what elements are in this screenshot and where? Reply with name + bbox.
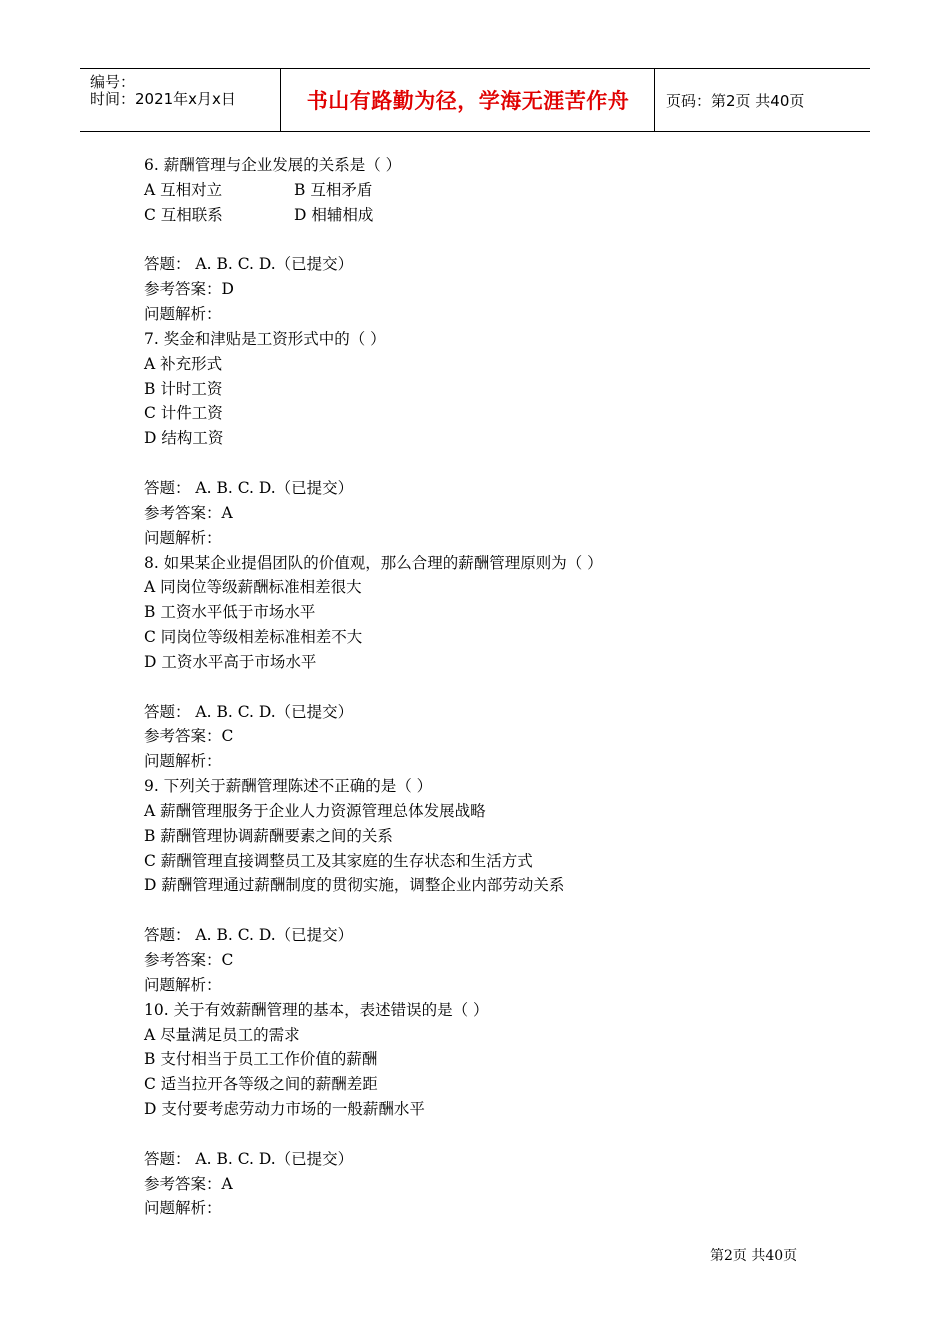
question-7 <box>144 327 864 551</box>
option-a: A 同岗位等级薪酬标准相差很大 <box>144 578 362 597</box>
reference-answer: 参考答案：C <box>144 727 234 746</box>
question-stem: 10. 关于有效薪酬管理的基本，表述错误的是（ ） <box>144 1000 489 1019</box>
time-label: 时间：2021年x月x日 <box>90 90 236 108</box>
option-a: A 尽量满足员工的需求 <box>144 1025 300 1044</box>
option-c: C 计件工资 <box>144 404 223 423</box>
header-divider <box>280 69 281 131</box>
analysis-label: 问题解析： <box>144 305 222 324</box>
option-a: A 薪酬管理服务于企业人力资源管理总体发展战略 <box>144 801 486 820</box>
question-8 <box>144 551 864 775</box>
header-meta <box>80 69 280 131</box>
option-d: D 薪酬管理通过薪酬制度的贯彻实施，调整企业内部劳动关系 <box>144 876 565 895</box>
serial-label: 编号： <box>90 73 136 91</box>
option-c: C 同岗位等级相差标准相差不大 <box>144 628 363 647</box>
option-c: C 适当拉开各等级之间的薪酬差距 <box>144 1075 378 1094</box>
question-stem: 7. 奖金和津贴是工资形式中的（ ） <box>144 329 386 348</box>
option-d: D 工资水平高于市场水平 <box>144 652 317 671</box>
answer-line: 答题： A. B. C. D.（已提交） <box>144 1149 354 1168</box>
option-c: C 互相联系 <box>144 205 223 224</box>
question-stem: 9. 下列关于薪酬管理陈述不正确的是（ ） <box>144 777 433 796</box>
option-b: B 计时工资 <box>144 379 223 398</box>
header-page-number: 页码：第2页 共40页 <box>666 91 805 110</box>
option-b: B 支付相当于员工工作价值的薪酬 <box>144 1050 378 1069</box>
question-10 <box>144 998 864 1222</box>
answer-line: 答题： A. B. C. D.（已提交） <box>144 478 354 497</box>
header-motto: 书山有路勤为径，学海无涯苦作舟 <box>306 89 630 113</box>
reference-answer: 参考答案：D <box>144 280 234 299</box>
reference-answer: 参考答案：A <box>144 503 233 522</box>
option-c: C 薪酬管理直接调整员工及其家庭的生存状态和生活方式 <box>144 851 533 870</box>
reference-answer: 参考答案：C <box>144 951 234 969</box>
question-list <box>144 153 864 1221</box>
question-9 <box>144 774 864 998</box>
analysis-label: 问题解析： <box>144 528 222 547</box>
option-b: B 工资水平低于市场水平 <box>144 603 316 622</box>
header-divider <box>654 69 655 131</box>
analysis-label: 问题解析： <box>144 975 222 994</box>
option-row <box>144 178 864 203</box>
option-d: D 相辅相成 <box>294 205 374 224</box>
reference-answer: 参考答案：A <box>144 1174 233 1193</box>
answer-line: 答题： A. B. C. D.（已提交） <box>144 255 354 274</box>
question-stem: 6. 薪酬管理与企业发展的关系是（ ） <box>144 156 402 174</box>
page-header <box>80 68 870 132</box>
question-stem: 8. 如果某企业提倡团队的价值观，那么合理的薪酬管理原则为（ ） <box>144 553 603 572</box>
answer-line: 答题： A. B. C. D.（已提交） <box>144 926 354 945</box>
option-row <box>144 203 864 228</box>
option-d: D 支付要考虑劳动力市场的一般薪酬水平 <box>144 1100 425 1119</box>
question-6 <box>144 153 864 327</box>
page-footer: 第2页 共40页 <box>710 1248 798 1264</box>
option-a: A 补充形式 <box>144 354 223 373</box>
option-a: A 互相对立 <box>144 180 223 199</box>
analysis-label: 问题解析： <box>144 752 222 771</box>
option-b: B 薪酬管理协调薪酬要素之间的关系 <box>144 826 393 845</box>
answer-line: 答题： A. B. C. D.（已提交） <box>144 702 354 721</box>
option-d: D 结构工资 <box>144 429 224 448</box>
analysis-label: 问题解析： <box>144 1199 222 1218</box>
option-b: B 互相矛盾 <box>294 180 373 199</box>
